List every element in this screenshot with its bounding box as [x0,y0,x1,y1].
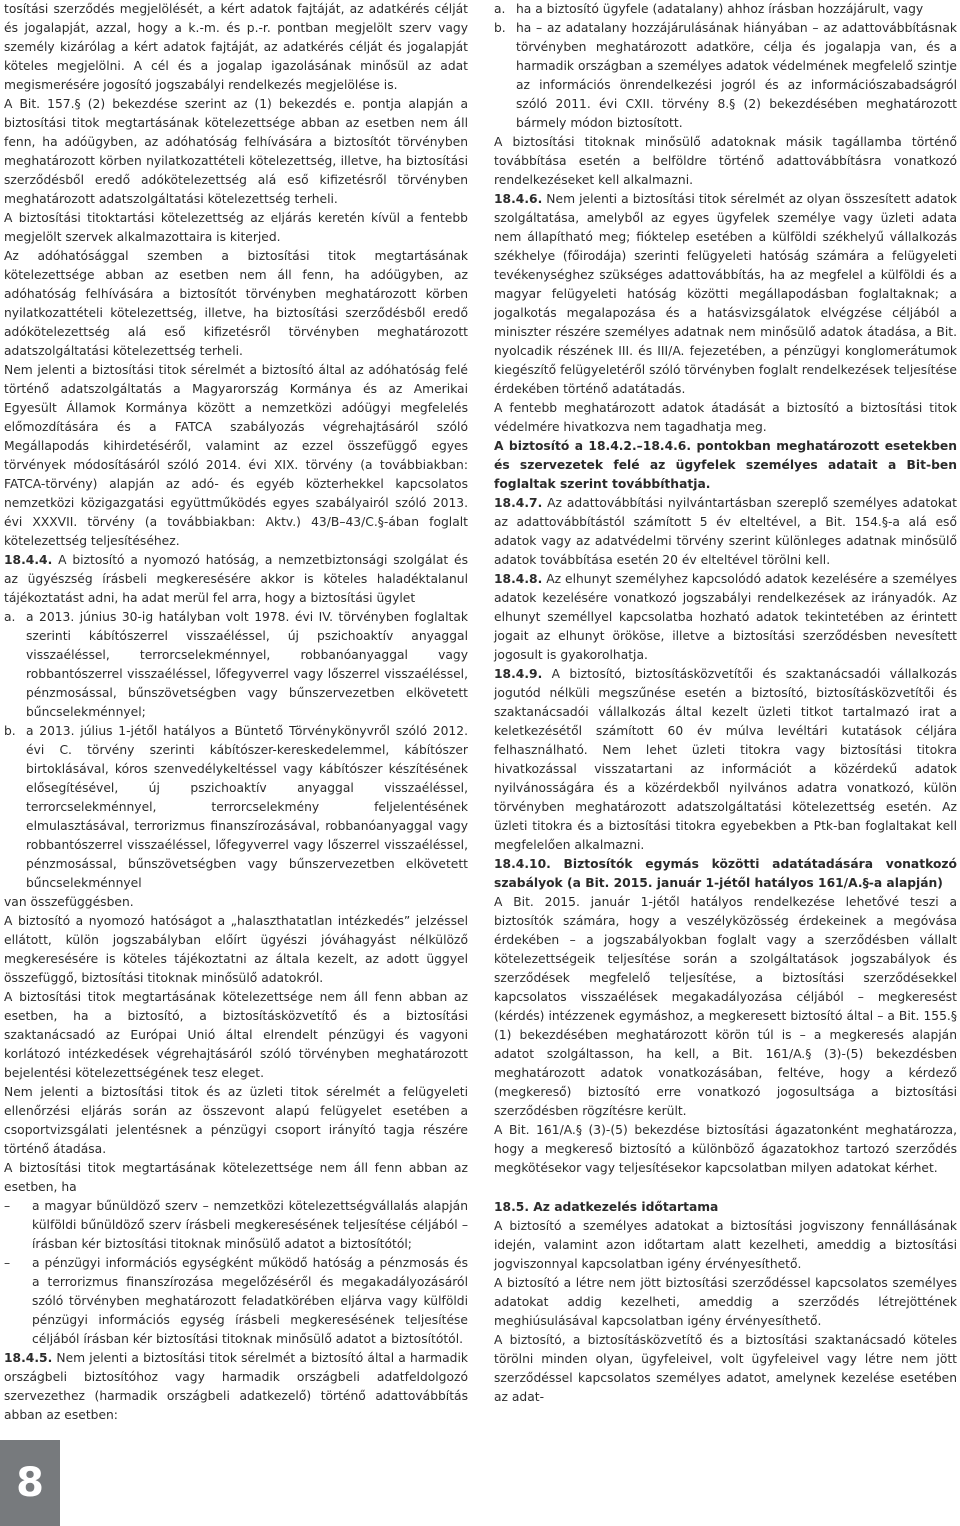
paragraph: A Bit. 2015. január 1-jétől hatályos rendelkezése lehetővé teszi a biztosítók számára, hogy a veszélyközösség érdekeinek a megóvása érdekében – a jogszabályokban foglalt vagy a szerződésben vállalt kötelezettségeik teljesítése során a szolgáltatások jogszabályok és szerződések megfelelő teljesítése, a biztosítási szerződésekkel kapcsolatos visszaélések megakadályozása céljából – megkeresést (kérdés) intézzenek egymáshoz, a megkeresett biztosító által – a Bit. 155.§ (1) bekezdésében meghatározott körön túl is – a megkeresés alapján adatot szolgáltasson, ha kell, a Bit. 161/A.§ (3)-(5) bekezdésben meghatározott adatok vonatkozásában, feltéve, hogy a kérdező (megkereső) biztosító erre vonatkozó jogosultsága a biztosítási szerződésben rögzítésre került. [494,895,957,1118]
paragraph: A biztosítási titoknak minősülő adatoknak másik tagállamba történő továbbítása esetén a belföldre történő adattovábbításra vonatkozó rendelkezéseket kell alkalmazni. [494,135,957,187]
list-marker: a. [4,610,16,624]
list-marker: a. [494,2,506,16]
paragraph: A biztosító a létre nem jött biztosítási szerződéssel kapcsolatos személyes adatokat addig kezelheti, ameddig a szerződés létrejöttének meghiúsulásával kapcsolatban igény érvényesíthető. [494,1276,957,1328]
list-item-text: a pénzügyi információs egységként működő hatóság a pénzmosás és a terrorizmus finanszírozása megelőzéséről és megakadályozásáról szóló törvényben meghatározott feladatkörében eljárva vagy külföldi pénzügyi információs egység írásbeli megkeresésének teljesítése céljából írásban kér biztosítási titoknak minősülő adatot a biztosítótól. [32,1256,468,1346]
paragraph-text: Az elhunyt személyhez kapcsolódó adatok kezelésére a személyes adatok kezelésére vonatkozó jogszabályi rendelkezések az irányadók. Az elhunyt személlyel kapcsolatba hozható adatok tekintetében az érintett jogait az elhunyt örököse, illetve a biztosítási szerződésben nevesített jogosult is gyakorolhatja. [494,572,957,662]
left-column [4,0,468,1425]
paragraph [4,1349,468,1425]
list-item-text: ha a biztosító ügyfele (adatalany) ahhoz írásban hozzájárult, vagy [516,2,924,16]
paragraph-text: A biztosító, biztosításközvetítői és szaktanácsadói vállalkozás jogutód nélküli megszűnése esetén a biztosító, biztosításközvetítői és szaktanácsadói vállalkozás által kezelt üzleti titkot tartalmazó irat a keletkezésétől számított 60 év múlva levéltári kutatások céljára felhasználható. Nem lehet üzleti titokra vagy biztosítási titokra hivatkozással visszatartani az információt a közérdekű adatok nyilvánosságára és a közérdekből nyilvános adatra vonatkozó, külön törvényben meghatározott adatszolgáltatási kötelezettség esetén. Az üzleti titokra és a biztosítási titokra egyebekben a Ptk-ban foglaltakat kell megfelelően alkalmazni. [494,667,957,852]
paragraph [494,494,957,570]
paragraph: A Bit. 161/A.§ (3)-(5) bekezdése biztosítási ágazatonként meghatározza, hogy a megkereső biztosító a különböző ágazatokhoz tartozó szerződés megkötésekor vagy teljesítésekor kapcsolatban milyen adatokat kérhet. [494,1123,957,1175]
paragraph: Nem jelenti a biztosítási titok és az üzleti titok sérelmét a felügyeleti ellenőrzési eljárás során az összevont alapú felügyelet esetében a csoportvizsgálati jelentésnek a pénzügyi csoport irányító tagja részére történő átadása. [4,1085,468,1156]
paragraph: A biztosító a nyomozó hatóságot a „halaszthatatlan intézkedés” jelzéssel ellátott, külön jogszabályban előírt ügyészi jóváhagyást nélkülöző megkeresésére is köteles tájékoztatni az általa kezelt, az adott üggyel összefüggő, biztosítási titoknak minősülő adatokról. [4,914,468,985]
right-column [494,0,957,1407]
list-item [494,0,957,19]
section-heading: 18.4.10. Biztosítók egymás közötti adatátadására vonatkozó szabályok (a Bit. 2015. január 1-jétől hatályos 161/A.§-a alapján) [494,857,957,890]
paragraph [494,570,957,665]
paragraph: Nem jelenti a biztosítási titok sérelmét a biztosító által az adóhatóság felé történő adatszolgáltatás a Magyarország Kormánya és az Amerikai Egyesült Államok Kormánya között a nemzetközi adóügyi megfelelés előmozdítására és a FATCA szabályozás végrehajtásáról szóló Megállapodás kihirdetéséről, valamint az ezzel összefüggő egyes törvények módosításáról szóló 2014. évi XIX. törvény (a továbbiakban: FATCA-törvény) alapján az adó- és egyéb közterhekkel kapcsolatos nemzetközi közigazgatási együttműködés egyes szabályairól szóló 2013. évi XXXVII. törvény (a továbbiakban: Aktv.) 43/B–43/C.§-ában foglalt kötelezettség teljesítéséhez. [4,363,468,548]
paragraph-text: Nem jelenti a biztosítási titok sérelmét a biztosító által a harmadik országbeli biztosítóhoz vagy harmadik országbeli adatfeldolgozó szervezethez (harmadik országbeli adatkezelő) történő adattovábbítás abban az esetben: [4,1351,468,1422]
paragraph: A Bit. 157.§ (2) bekezdése szerint az (1) bekezdés e. pontja alapján a biztosítási titok megtartásának kötelezettsége abban az esetben nem áll fenn, ha adóügyben, az adóhatóság felhívására a biztosítót törvényben meghatározott körben nyilatkozattételi kötelezettség, illetve, ha biztosítási szerződésből eredő adókötelezettség alá eső kifizetésről törvényben meghatározott adatszolgáltatási kötelezettség terheli. [4,97,468,206]
list-item-text: a magyar bűnüldöző szerv – nemzetközi kötelezettségvállalás alapján külföldi bűnüldöző szerv írásbeli megkeresésének teljesítése céljából – írásban kér biztosítási titoknak minősülő adatot a biztosítótól; [32,1199,468,1251]
paragraph: A biztosító, a biztosításközvetítő és a biztosítási szaktanácsadó köteles törölni minden olyan, ügyfeleivel, volt ügyfeleivel vagy létre nem jött szerződéssel kapcsolatos személyes adatot, amelynek kezelése esetében az adat- [494,1333,957,1404]
list-item-text: a 2013. július 1-jétől hatályos a Büntető Törvénykönyvről szóló 2012. évi C. törvény szerinti kábítószer-kereskedelemmel, kábítószer birtoklásával, kóros szenvedélykeltéssel vagy kábítószer készítésének elősegítésével, új pszichoaktív anyaggal visszaéléssel, terrorcselekménnyel, terrorcselekmény feljelentésének elmulasztásával, terrorizmus finanszírozásával, robbanóanyaggal vagy robbantószerrel visszaéléssel, lőfegyverrel vagy lőszerrel visszaéléssel, pénzmosással, bűnszövetségben vagy bűnszervezetben elkövetett bűncselekménnyel [26,724,468,890]
list-marker: – [4,1256,11,1270]
paragraph: A biztosítási titok megtartásának kötelezettsége nem áll fenn abban az esetben, ha a biztosító, a biztosításközvetítő és a biztosítási szaktanácsadó az Európai Unió által elrendelt pénzügyi és vagyoni korlátozó intézkedések végrehajtásáról szóló törvényben meghatározott bejelentési kötelezettségének tesz eleget. [4,990,468,1080]
list-item [4,608,468,722]
dash-list-item [4,1197,468,1254]
paragraph [494,190,957,399]
list-marker: – [4,1199,11,1213]
paragraph-text: Az adattovábbítási nyilvántartásban szereplő személyes adatokat az adattovábbítástól számított 5 év elteltével, a Bit. 154.§-a alá eső adatok vagy az adatvédelmi törvény szerint különleges adatnak minősülő adatok továbbítása esetén 20 év elteltével törölni kell. [494,496,957,567]
paragraph [494,665,957,855]
paragraph: Az adóhatósággal szemben a biztosítási titok megtartásának kötelezettsége abban az esetben nem áll fenn, ha adóügyben, az adóhatóság felhívására a biztosítót törvényben meghatározott körben nyilatkozattételi kötelezettség, illetve, ha biztosítási szerződésből eredő adókötelezettség alá eső kifizetésről törvényben meghatározott adatszolgáltatási kötelezettség terheli. [4,249,468,358]
list-item-text: a 2013. június 30-ig hatályban volt 1978. évi IV. törvényben foglaltak szerinti kábítószerrel visszaéléssel, új pszichoaktív anyaggal visszaéléssel, terrorcselekménnyel, robbanóanyaggal vagy robbantószerrel visszaéléssel, lőfegyverrel vagy lőszerrel visszaéléssel, pénzmosással, bűnszövetségben vagy bűnszervezetben elkövetett bűncselekménnyel; [26,610,468,719]
paragraph-number: 18.4.6. [494,192,543,206]
paragraph: A fentebb meghatározott adatok átadását a biztosító a biztosítási titok védelmére hivatkozva nem tagadhatja meg. [494,401,957,434]
paragraph-number: 18.4.4. [4,553,53,567]
paragraph: tosítási szerződés megjelölését, a kért adatok fajtáját, az adatkérés célját és jogalapját, azzal, hogy a k.-m. és p.-r. pontban megjelölt szerv vagy személy kizárólag a kért adatok fajtáját, az adatkérés célját és jogalapját köteles megjelölni. A cél és a jogalap igazolásának minősül az adat megismerésére jogosító jogszabályi rendelkezés megjelölése is. [4,2,468,92]
paragraph: A biztosítási titoktartási kötelezettség az eljárás keretén kívül a fentebb megjelölt szervek alkalmazottaira is kiterjed. [4,211,468,244]
paragraph: A biztosítási titok megtartásának kötelezettsége nem áll fenn abban az esetben, ha [4,1161,468,1194]
paragraph-number: 18.4.9. [494,667,543,681]
paragraph [4,551,468,608]
paragraph-text: Nem jelenti a biztosítási titok sérelmét az olyan összesített adatok szolgáltatása, amelyből az egyes ügyfelek személye vagy üzleti adata nem állapítható meg; fióktelep esetében a külföldi székhelyű vállalkozás székhelye (főirodája) szerinti felügyeleti hatóság számára a felügyeleti tevékenységhez szükséges adattovábbítás, ha az megfelel a külföldi és a magyar felügyeleti hatóság közötti megállapodásban foglaltaknak; a jogalkotás megalapozása és a hatásvizsgálatok elvégzése céljából a miniszter részére személyes adatnak nem minősülő adatok átadása, a Bit. nyolcadik részének III. és III/A. fejezetében, a pénzügyi konglomerátumok kiegészítő felügyeletéről szóló törvényben foglalt rendelkezések teljesítése érdekében történő adatátadás. [494,192,957,396]
dash-list-item [4,1254,468,1349]
section-heading: 18.5. Az adatkezelés időtartama [494,1200,719,1214]
list-marker: b. [4,724,16,738]
section-heading: A biztosító a 18.4.2.–18.4.6. pontokban meghatározott esetekben és szervezetek felé az ügyfelek személyes adatait a Bit-ben foglaltak szerint továbbíthatja. [494,439,957,491]
paragraph-text: A biztosító a nyomozó hatóság, a nemzetbiztonsági szolgálat és az ügyészség írásbeli megkeresésére akkor is köteles haladéktalanul tájékoztatást adni, ha adat merül fel arra, hogy a biztosítási ügylet [4,553,468,605]
paragraph: A biztosító a személyes adatokat a biztosítási jogviszony fennállásának idején, valamint azon időtartam alatt kezelheti, ameddig a biztosítási jogviszonnyal kapcsolatban igény érvényesíthető. [494,1219,957,1271]
list-marker: b. [494,21,506,35]
list-item [4,722,468,893]
paragraph: van összefüggésben. [4,895,134,909]
paragraph-number: 18.4.7. [494,496,543,510]
list-item [494,19,957,133]
list-item-text: ha – az adatalany hozzájárulásának hiányában – az adattovábbításnak törvényben meghatározott adatköre, célja és jogalapja van, és a harmadik országban a személyes adatok védelmének megfelelő szintje az információs önrendelkezési jogról és az információszabadságról szóló 2011. évi CXII. törvény 8.§ (2) bekezdésében meghatározott bármely módon biztosított. [516,21,957,130]
page-number: 8 [0,1440,60,1526]
paragraph-number: 18.4.8. [494,572,543,586]
paragraph-number: 18.4.5. [4,1351,53,1365]
